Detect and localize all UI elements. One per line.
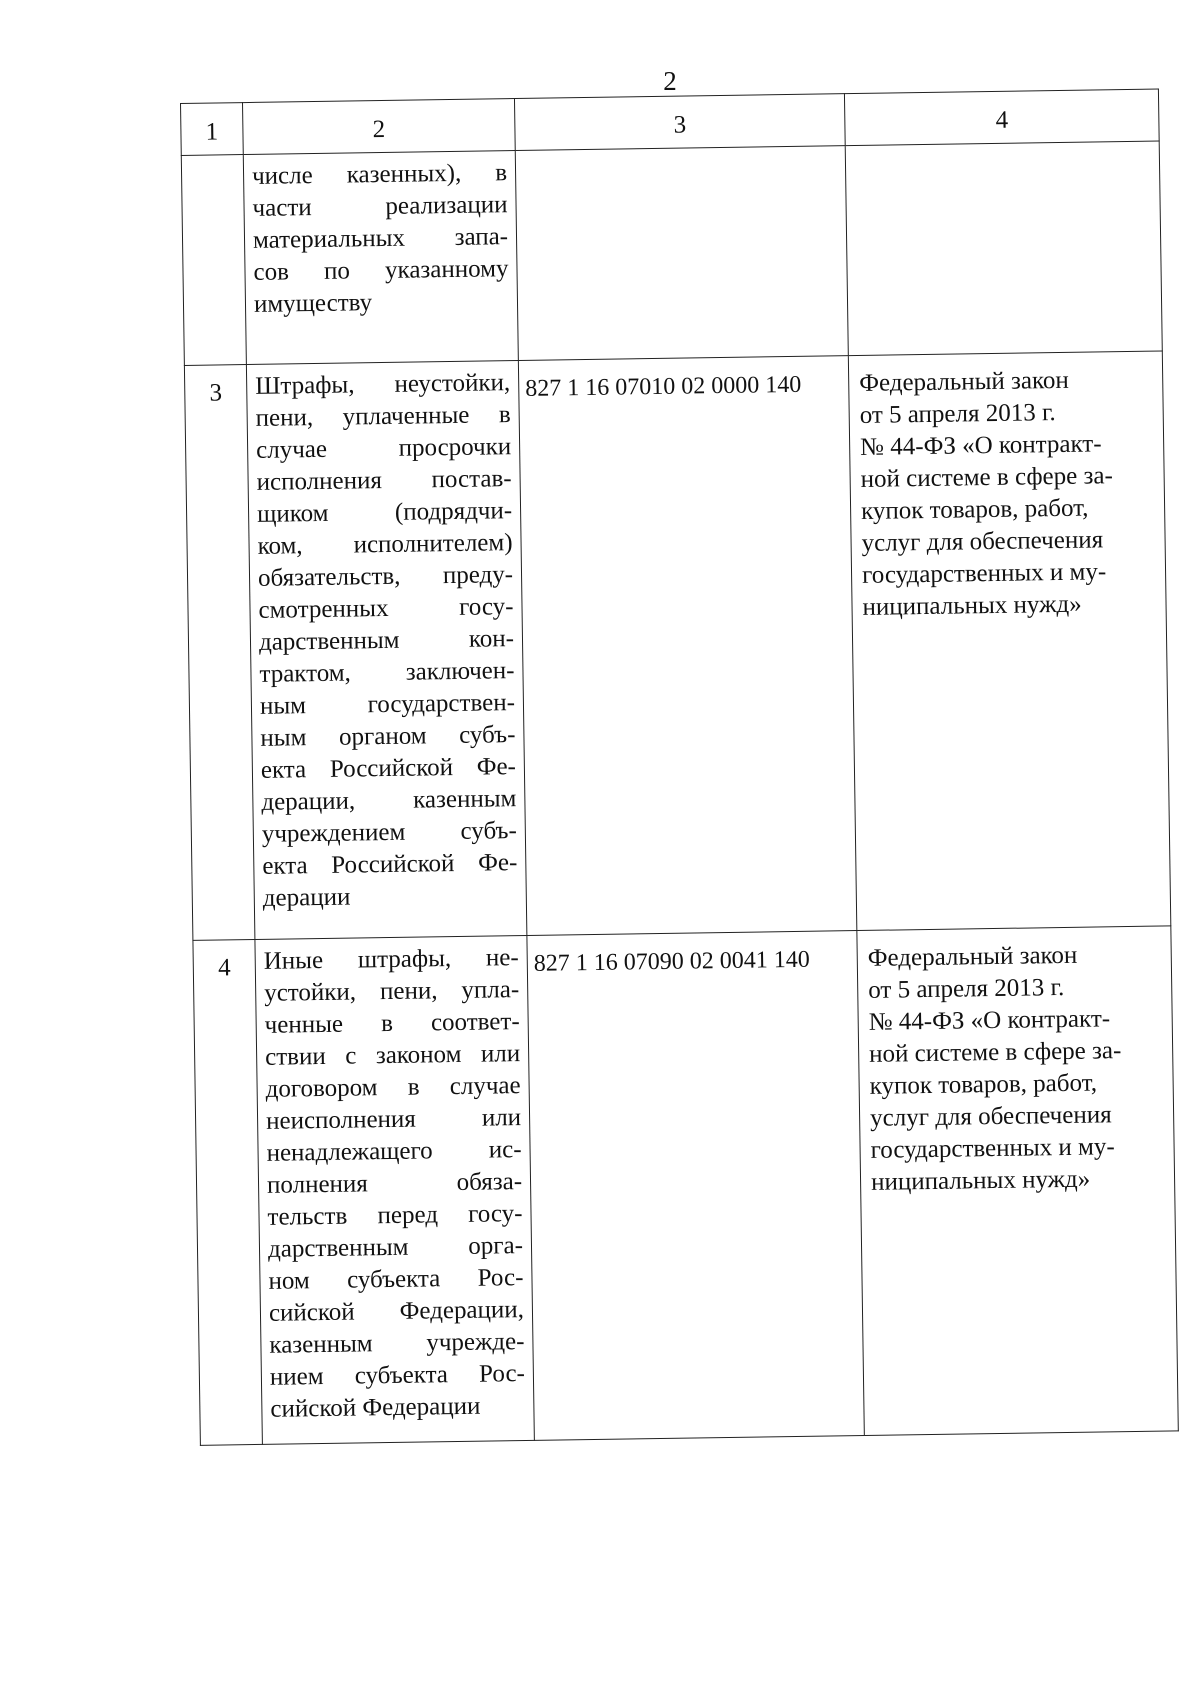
revenue-code-cell: 827 1 16 07090 02 0041 140 [527, 931, 864, 1441]
revenue-code-cell [515, 146, 848, 361]
name-line: тельств перед госу- [267, 1200, 523, 1231]
revenue-name-cell [255, 935, 534, 1444]
name-line: договором в случае [265, 1072, 521, 1103]
row-number-cell: 4 [193, 939, 262, 1445]
page-number: 2 [663, 66, 677, 96]
name-line: нием субъекта Рос- [269, 1360, 526, 1391]
name-line: материальных запа- [252, 223, 509, 254]
name-line: ном субъекта Рос- [268, 1264, 524, 1295]
name-line: казенным учрежде- [269, 1328, 525, 1359]
name-line: числе казенных), в [251, 159, 508, 190]
law-line: государственных и му- [861, 558, 1107, 589]
revenue-code-cell: 827 1 16 07010 02 0000 140 [518, 356, 856, 936]
header-cell-3: 3 [514, 94, 845, 151]
revenue-codes-table [180, 88, 1179, 1445]
name-line: дарственным кон- [258, 625, 515, 656]
law-line: Федеральный закон [867, 941, 1078, 972]
name-line: екта Российской Фе- [262, 849, 518, 880]
row-number-cell [181, 155, 246, 366]
name-line: ным органом субъ- [260, 721, 516, 752]
law-line: Федеральный закон [859, 366, 1069, 397]
revenue-name-cell [246, 361, 527, 940]
law-line: купок товаров, работ, [869, 1069, 1098, 1100]
name-line: устойки, пени, упла- [264, 976, 520, 1007]
law-line: услуг для обеспечения [861, 526, 1104, 557]
name-line: ненадлежащего ис- [266, 1136, 522, 1167]
law-line: № 44-ФЗ «О контракт- [868, 1005, 1111, 1036]
name-line: Штрафы, неустойки, [255, 369, 511, 400]
name-line: полнения обяза- [266, 1168, 523, 1199]
header-cell-2: 2 [243, 99, 516, 155]
row-number-cell: 3 [184, 365, 255, 941]
law-line: купок товаров, работ, [860, 494, 1089, 525]
header-cell-1: 1 [181, 103, 244, 156]
name-line: ным государствен- [259, 689, 516, 720]
law-line: ниципальных нужд» [870, 1165, 1091, 1196]
name-line: имуществу [253, 289, 373, 318]
law-line: государственных и му- [870, 1133, 1115, 1164]
legal-basis-cell [857, 926, 1178, 1436]
header-cell-4: 4 [844, 89, 1159, 146]
name-line: Иные штрафы, не- [263, 944, 519, 975]
table-row-continuation [181, 141, 1162, 365]
name-line: исполнения постав- [256, 465, 512, 496]
law-line: услуг для обеспечения [869, 1101, 1112, 1132]
name-line: сов по указанному [253, 255, 509, 286]
name-line: сийской Федерации [270, 1392, 481, 1423]
name-line: дерации, казенным [261, 785, 517, 816]
name-line: учреждением субъ- [261, 817, 518, 848]
name-line: дарственным орга- [267, 1232, 524, 1263]
revenue-name-cell [243, 151, 518, 365]
name-line: части реализации [252, 191, 508, 222]
table-row [193, 926, 1178, 1445]
name-line: неисполнения или [265, 1104, 522, 1135]
legal-basis-cell [845, 141, 1162, 356]
name-line: щиком (подрядчи- [256, 497, 513, 528]
name-line: дерации [262, 883, 351, 912]
name-line: пени, уплаченные в [255, 401, 511, 432]
name-line: сийской Федерации, [268, 1296, 525, 1327]
name-line: обязательств, преду- [257, 561, 514, 592]
name-line: ком, исполнителем) [257, 529, 513, 560]
law-line: № 44-ФЗ «О контракт- [859, 430, 1102, 461]
table-row [184, 351, 1170, 940]
law-line: ной системе в сфере за- [868, 1037, 1122, 1068]
name-line: смотренных госу- [258, 593, 514, 624]
legal-basis-cell [848, 351, 1170, 931]
name-line: ствии с законом или [264, 1040, 521, 1071]
name-line: трактом, заключен- [259, 657, 515, 688]
law-line: от 5 апреля 2013 г. [859, 399, 1056, 429]
name-line: ченные в соответ- [264, 1008, 520, 1039]
law-line: ной системе в сфере за- [860, 462, 1114, 493]
name-line: случае просрочки [255, 433, 512, 464]
law-line: от 5 апреля 2013 г. [868, 973, 1065, 1004]
name-line: екта Российской Фе- [260, 753, 517, 784]
law-line: ниципальных нужд» [862, 590, 1082, 621]
